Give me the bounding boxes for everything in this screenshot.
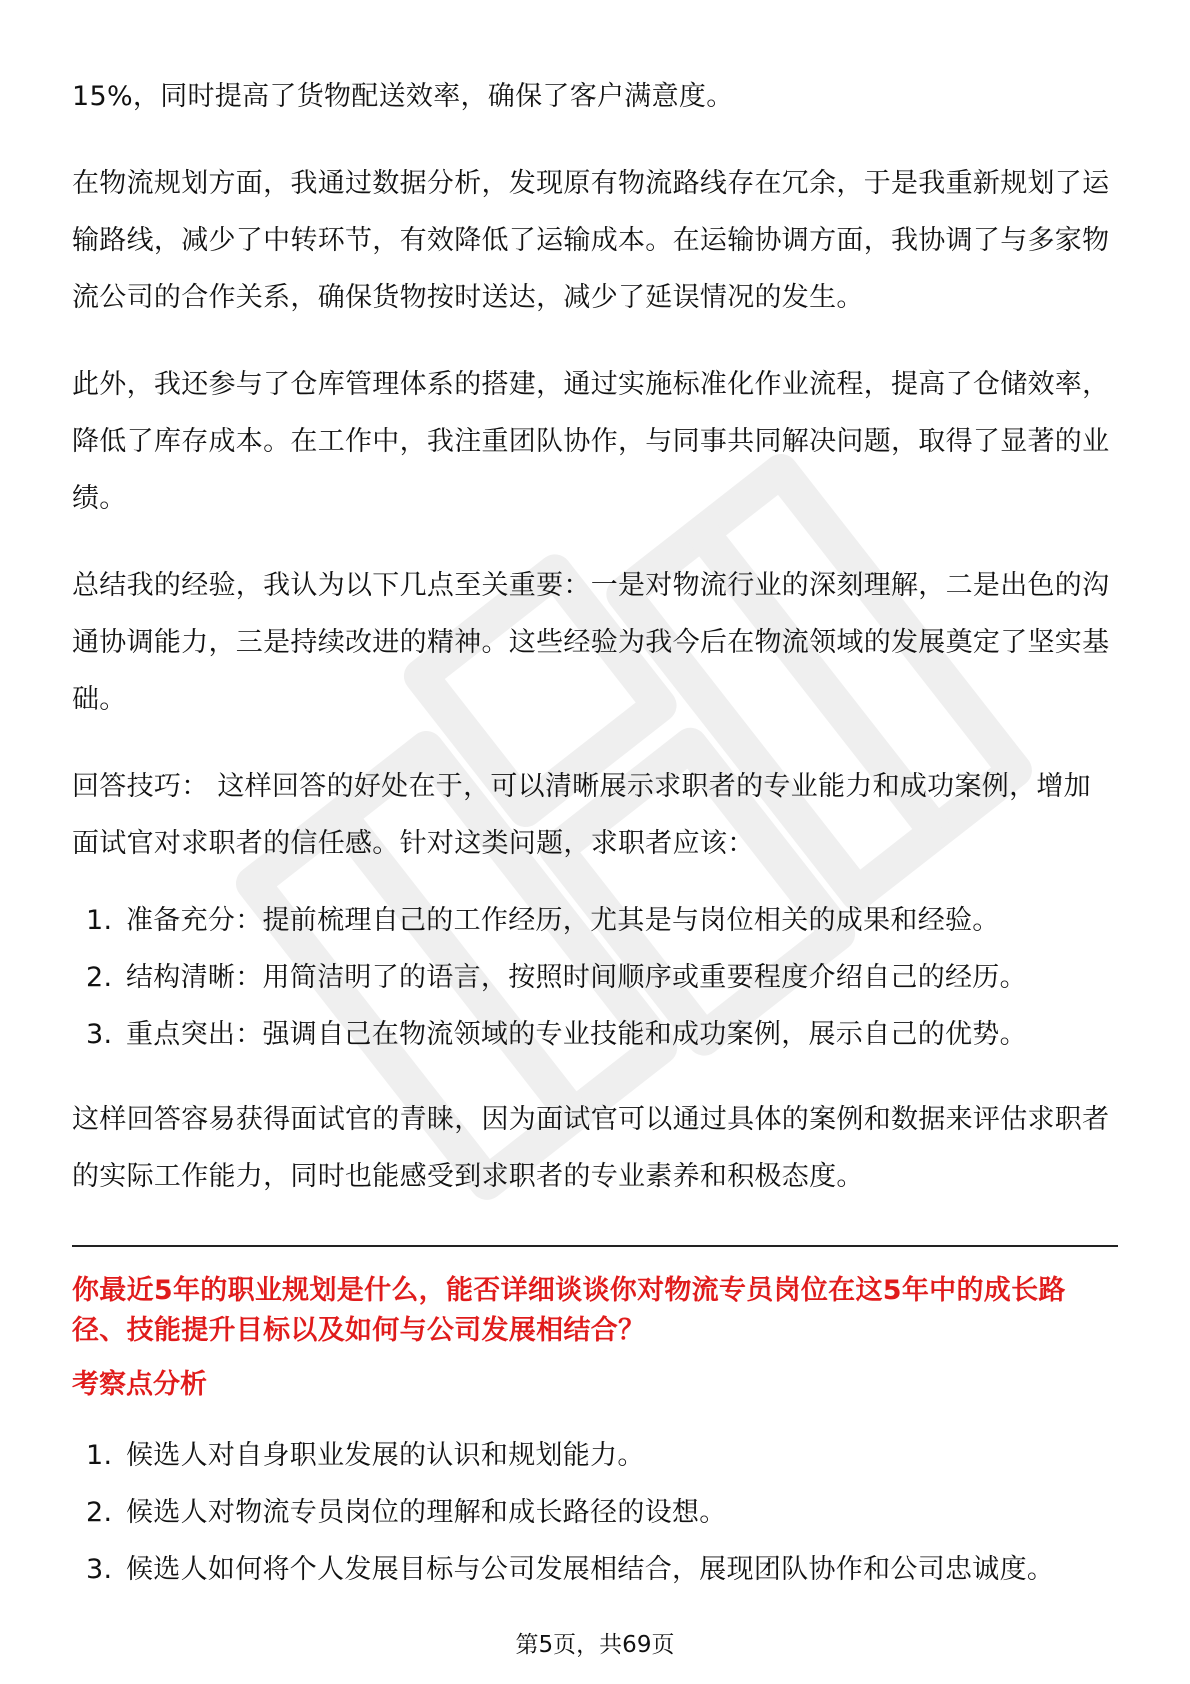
- answer-tips-intro: 回答技巧： 这样回答的好处在于，可以清晰展示求职者的专业能力和成功案例，增加面试官对求职者的信任感。针对这类问题，求职者应该：: [72, 771, 1091, 859]
- paragraph: 在物流规划方面，我通过数据分析，发现原有物流路线存在冗余，于是我重新规划了运输路线，减少了中转环节，有效降低了运输成本。在运输协调方面，我协调了与多家物流公司的合作关系，确保货物按时送达，减少了延误情况的发生。: [72, 168, 1110, 313]
- list-item: [72, 1484, 1118, 1541]
- analysis-title: 考察点分析: [72, 1369, 207, 1400]
- list-text: 重点突出：强调自己在物流领域的专业技能和成功案例，展示自己的优势。: [126, 1019, 1027, 1050]
- list-number: 3.: [86, 1554, 113, 1585]
- page-footer: 第5页，共69页: [515, 1632, 675, 1658]
- list-item: [72, 1541, 1118, 1598]
- list-item: [72, 1427, 1118, 1484]
- list-text: 候选人对物流专员岗位的理解和成长路径的设想。: [126, 1497, 727, 1528]
- list-number: 2.: [86, 962, 113, 993]
- list-text: 候选人如何将个人发展目标与公司发展相结合，展现团队协作和公司忠诚度。: [126, 1554, 1055, 1585]
- list-number: 1.: [86, 1440, 113, 1471]
- list-text: 结构清晰：用简洁明了的语言，按照时间顺序或重要程度介绍自己的经历。: [126, 962, 1027, 993]
- paragraph: 这样回答容易获得面试官的青睐，因为面试官可以通过具体的案例和数据来评估求职者的实际工作能力，同时也能感受到求职者的专业素养和积极态度。: [72, 1104, 1110, 1192]
- list-number: 1.: [86, 905, 113, 936]
- list-item: [72, 892, 1118, 949]
- paragraph: 总结我的经验，我认为以下几点至关重要：一是对物流行业的深刻理解，二是出色的沟通协调能力，三是持续改进的精神。这些经验为我今后在物流领域的发展奠定了坚实基础。: [72, 570, 1110, 715]
- list-number: 2.: [86, 1497, 113, 1528]
- analysis-list: [72, 1427, 1118, 1598]
- tips-list: [72, 892, 1118, 1063]
- interview-question: 你最近5年的职业规划是什么，能否详细谈谈你对物流专员岗位在这5年中的成长路径、技能提升目标以及如何与公司发展相结合？: [72, 1275, 1066, 1346]
- section-divider: [72, 1245, 1118, 1247]
- list-number: 3.: [86, 1019, 113, 1050]
- list-item: [72, 1006, 1118, 1063]
- list-item: [72, 949, 1118, 1006]
- paragraph: 此外，我还参与了仓库管理体系的搭建，通过实施标准化作业流程，提高了仓储效率，降低了库存成本。在工作中，我注重团队协作，与同事共同解决问题，取得了显著的业绩。: [72, 369, 1110, 514]
- page-content: [72, 68, 1118, 1626]
- list-text: 准备充分：提前梳理自己的工作经历，尤其是与岗位相关的成果和经验。: [126, 905, 1000, 936]
- list-text: 候选人对自身职业发展的认识和规划能力。: [126, 1440, 645, 1471]
- paragraph: 15%，同时提高了货物配送效率，确保了客户满意度。: [72, 81, 734, 112]
